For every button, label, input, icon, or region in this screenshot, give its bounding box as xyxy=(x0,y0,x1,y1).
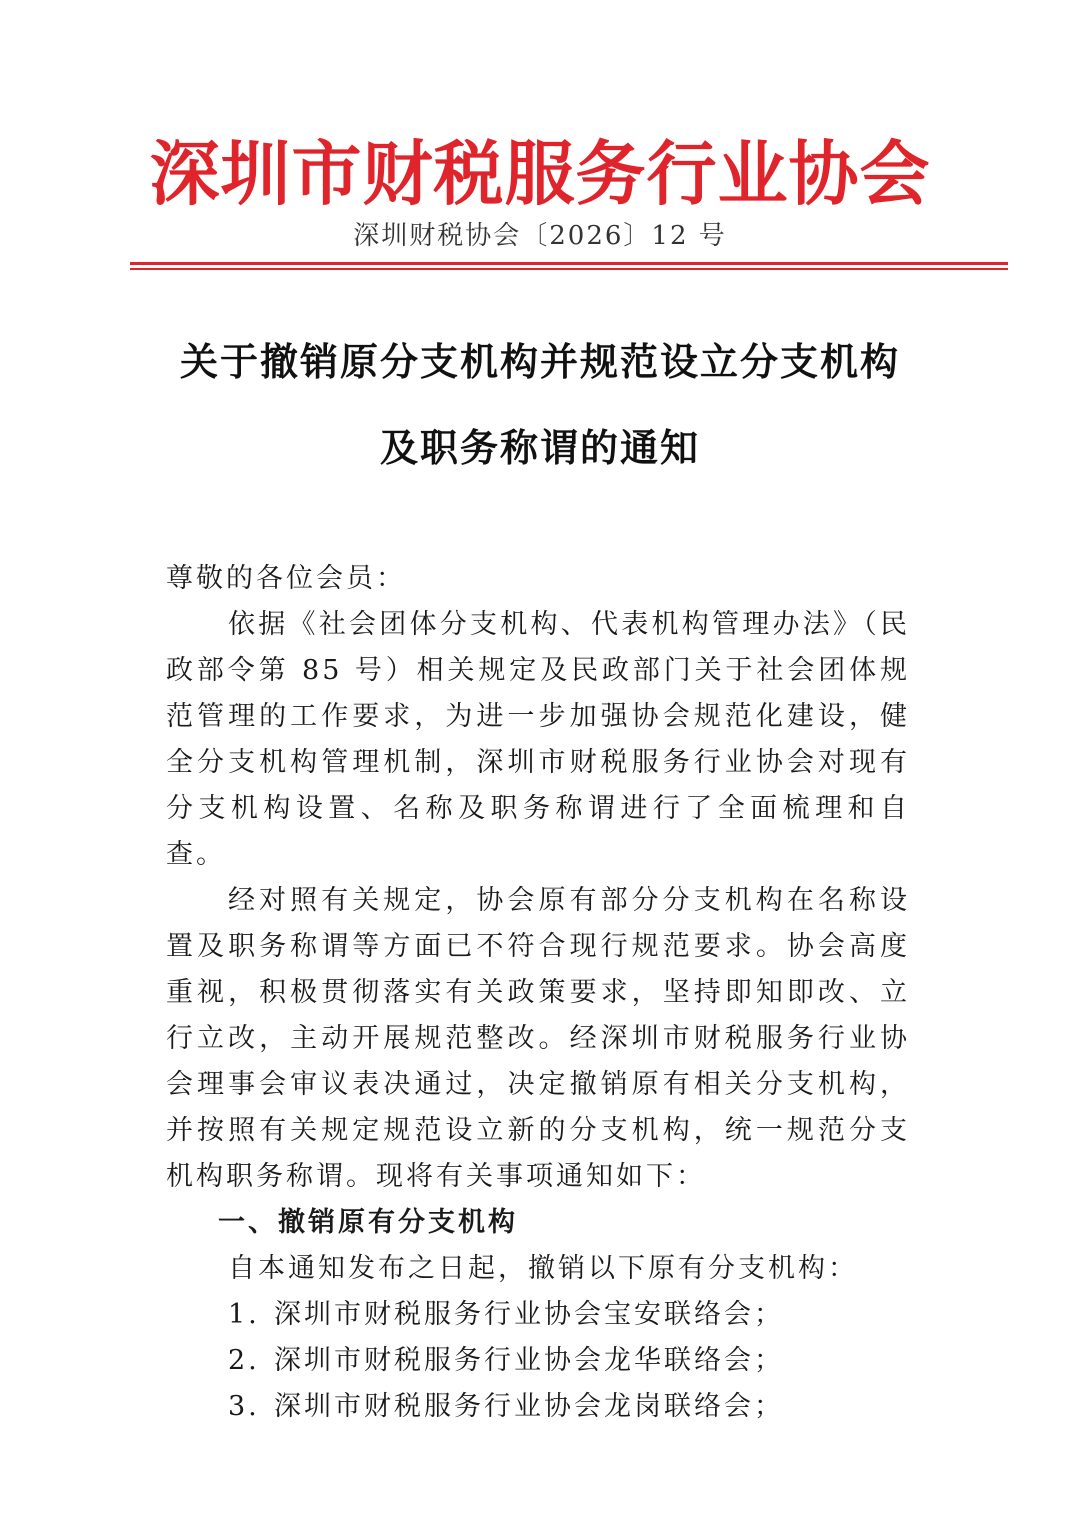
list-item-number: 2. xyxy=(228,1345,260,1376)
section-intro: 自本通知发布之日起，撤销以下原有分支机构： xyxy=(228,1253,858,1284)
notice-title-line-2: 及职务称谓的通知 xyxy=(379,426,700,470)
list-item-number: 3. xyxy=(228,1391,260,1422)
list-item-text: 深圳市财税服务行业协会龙华联络会； xyxy=(274,1345,784,1376)
section-heading-revoke: 一、撤销原有分支机构 xyxy=(218,1207,518,1238)
list-item-number: 1. xyxy=(228,1299,260,1330)
letterhead-org-name: 深圳市财税服务行业协会 xyxy=(149,133,931,215)
list-item xyxy=(166,1338,910,1384)
salutation: 尊敬的各位会员： xyxy=(166,563,406,594)
letterhead-red-rule xyxy=(130,262,1008,270)
list-item-text: 深圳市财税服务行业协会龙岗联络会； xyxy=(274,1391,784,1422)
notice-title-line-1: 关于撤销原分支机构并规范设立分支机构 xyxy=(179,340,900,384)
paragraph-decision: 经对照有关规定，协会原有部分分支机构在名称设置及职务称谓等方面已不符合现行规范要求。协会高度重视，积极贯彻落实有关政策要求，坚持即知即改、立行立改，主动开展规范整改。经深圳市财税服务行业协会理事会审议表决通过，决定撤销原有相关分支机构，并按照有关规定规范设立新的分支机构，统一规范分支机构职务称谓。现将有关事项通知如下： xyxy=(166,885,910,1192)
revoked-branch-list xyxy=(166,1292,910,1430)
list-item xyxy=(166,1292,910,1338)
list-item-text: 深圳市财税服务行业协会宝安联络会； xyxy=(274,1299,784,1330)
document-number: 深圳财税协会〔2026〕12 号 xyxy=(353,221,727,251)
list-item xyxy=(166,1384,910,1430)
notice-body xyxy=(166,556,910,1430)
paragraph-basis: 依据《社会团体分支机构、代表机构管理办法》（民政部令第 85 号）相关规定及民政部门关于社会团体规范管理的工作要求，为进一步加强协会规范化建设，健全分支机构管理机制，深圳市财税服务行业协会对现有分支机构设置、名称及职务称谓进行了全面梳理和自查。 xyxy=(166,609,910,870)
